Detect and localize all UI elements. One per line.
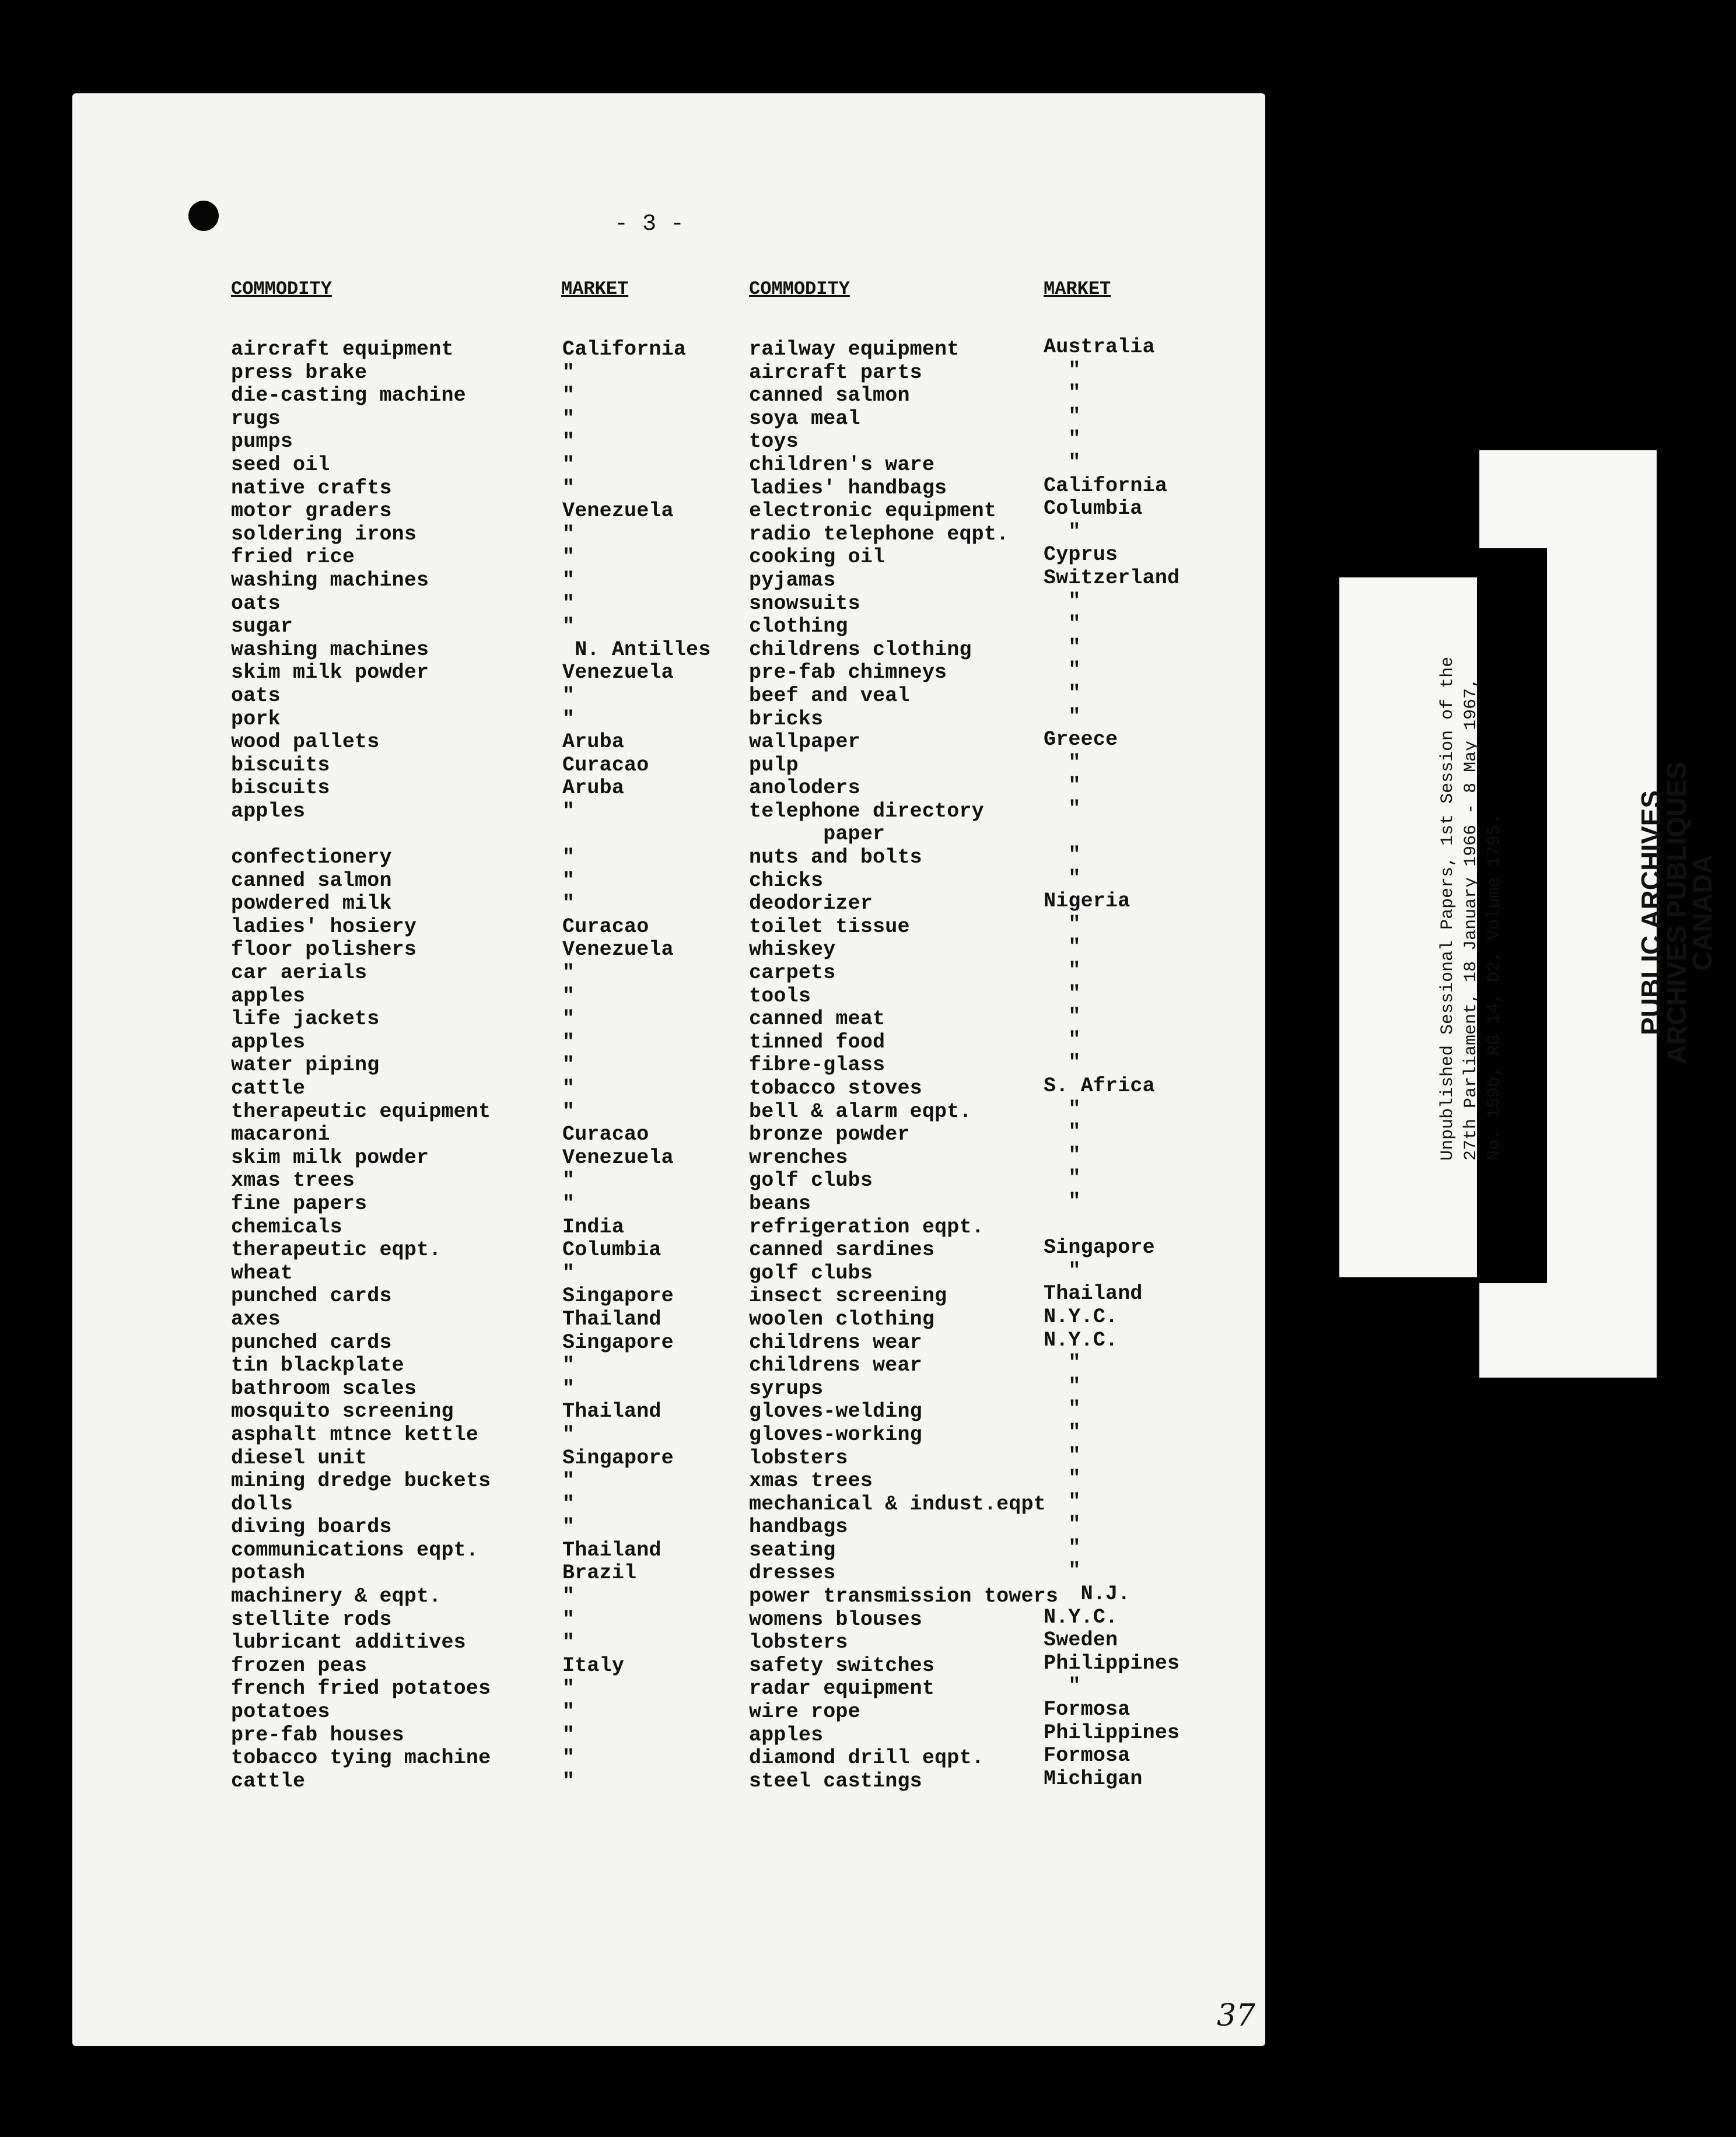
table-cell: " (1044, 1120, 1081, 1144)
table-cell: " (1044, 1467, 1081, 1491)
table-cell: aircraft parts (749, 360, 922, 384)
table-cell: lubricant additives (231, 1631, 466, 1655)
table-cell: anoloders (749, 776, 860, 800)
table-cell: refrigeration eqpt. (749, 1215, 984, 1239)
table-cell: " (562, 1700, 575, 1724)
table-cell: steel castings (749, 1769, 922, 1793)
table-cell: diamond drill eqpt. (749, 1746, 984, 1770)
punch-hole (188, 201, 219, 231)
table-cell: " (562, 892, 575, 916)
table-cell: " (562, 984, 575, 1008)
table-cell: potash (231, 1561, 306, 1585)
table-cell: clothing (749, 615, 848, 639)
table-cell: beans (749, 1192, 811, 1215)
table-cell: S. Africa (1044, 1074, 1155, 1098)
table-cell: " (1044, 912, 1081, 936)
table-cell: paper (749, 822, 886, 846)
table-cell: N.Y.C. (1044, 1328, 1118, 1352)
table-cell: " (562, 1723, 575, 1747)
table-cell: bathroom scales (231, 1376, 417, 1400)
table-cell: " (562, 1423, 575, 1446)
table-cell: die-casting machine (231, 384, 466, 408)
table-cell: " (562, 384, 575, 408)
table-cell: axes (231, 1307, 281, 1331)
table-cell: " (1044, 635, 1081, 659)
table-cell: Venezuela (562, 661, 674, 685)
table-cell: Aruba (562, 730, 625, 754)
table-cell: " (562, 476, 575, 500)
left-market-column (562, 338, 710, 1793)
table-cell: childrens wear (749, 1330, 922, 1354)
table-cell: wood pallets (231, 730, 380, 754)
table-cell: canned sardines (749, 1238, 935, 1262)
table-cell: tobacco stoves (749, 1077, 922, 1100)
table-cell: " (1044, 774, 1081, 798)
table-cell: radar equipment (749, 1677, 935, 1701)
table-cell: " (1044, 1259, 1081, 1283)
archive-label-text (1436, 657, 1506, 1161)
table-cell: Thailand (562, 1538, 662, 1562)
table-cell: dolls (231, 1492, 293, 1516)
table-cell: motor graders (231, 499, 392, 523)
table-cell: " (1044, 959, 1081, 983)
table-cell: Cyprus (1044, 543, 1118, 567)
table-cell: Columbia (562, 1238, 662, 1262)
table-cell: " (1044, 589, 1081, 613)
table-cell: N. Antilles (562, 637, 711, 661)
table-cell: seed oil (231, 453, 330, 477)
table-cell: biscuits (231, 776, 330, 800)
table-cell: " (1044, 1420, 1081, 1444)
table-cell: wheat (231, 1261, 293, 1285)
table-cell: skim milk powder (231, 661, 429, 685)
table-cell: canned salmon (231, 868, 392, 892)
table-cell: " (1044, 751, 1081, 775)
table-cell: " (1044, 612, 1081, 636)
archive-label-line: Unpublished Sessional Papers, 1st Session of the (1438, 656, 1458, 1161)
table-cell: tin blackplate (231, 1354, 404, 1378)
table-cell: bell & alarm eqpt. (749, 1099, 972, 1123)
table-cell: " (562, 545, 575, 569)
table-cell: canned salmon (749, 384, 910, 408)
table-cell: punched cards (231, 1284, 392, 1308)
table-cell: " (562, 799, 575, 823)
archive-stamp-line: CANADA (1687, 854, 1717, 971)
table-cell: " (562, 1007, 575, 1031)
table-cell: native crafts (231, 476, 392, 500)
table-cell: " (1044, 658, 1081, 682)
table-cell: " (1044, 936, 1081, 959)
table-cell: California (1044, 474, 1168, 498)
left-commodity-column (231, 338, 491, 1793)
table-cell: " (1044, 1189, 1081, 1213)
table-cell: pork (231, 707, 281, 731)
table-cell: childrens wear (749, 1354, 922, 1378)
table-cell: rugs (231, 407, 281, 430)
table-cell: " (562, 707, 575, 731)
table-cell: cooking oil (749, 545, 886, 569)
table-cell: tinned food (749, 1030, 886, 1054)
table-cell: lobsters (749, 1631, 848, 1655)
table-cell: radio telephone eqpt. (749, 522, 1009, 546)
table-cell: Philippines (1044, 1651, 1180, 1675)
table-cell: " (1044, 1143, 1081, 1167)
table-cell: syrups (749, 1376, 824, 1400)
archive-stamp (1638, 747, 1715, 1079)
table-cell: apples (749, 1723, 824, 1747)
table-cell: " (1044, 428, 1081, 451)
table-cell: " (1044, 705, 1081, 728)
table-cell: tools (749, 984, 811, 1008)
table-cell: water piping (231, 1053, 380, 1077)
table-cell: " (562, 615, 575, 639)
table-cell: power transmission towers (749, 1585, 1059, 1609)
table-cell: " (562, 430, 575, 454)
archive-label-line: No. 159b, RG 14, D2, Volume 1795. (1485, 814, 1504, 1161)
table-cell: " (1044, 797, 1081, 821)
table-cell: " (562, 1077, 575, 1100)
table-cell: whiskey (749, 938, 836, 962)
table-cell: canned meat (749, 1007, 886, 1031)
table-cell: diesel unit (231, 1446, 368, 1470)
table-cell: apples (231, 984, 306, 1008)
table-cell: xmas trees (749, 1469, 873, 1493)
table-cell: " (562, 846, 575, 870)
table-cell: children's ware (749, 453, 935, 477)
table-cell: punched cards (231, 1330, 392, 1354)
table-cell: " (1044, 1028, 1081, 1052)
table-cell: wallpaper (749, 730, 860, 754)
right-market-column (1044, 336, 1180, 1791)
table-cell: " (1044, 1559, 1081, 1583)
table-cell: " (1044, 1444, 1081, 1467)
table-cell: Thailand (562, 1307, 662, 1331)
table-cell: ladies' handbags (749, 476, 947, 500)
table-cell: Singapore (1044, 1236, 1155, 1260)
table-cell (562, 823, 710, 846)
table-cell: therapeutic eqpt. (231, 1238, 442, 1262)
table-cell: " (1044, 1374, 1081, 1398)
table-cell: N.Y.C. (1044, 1605, 1118, 1629)
table-cell: diving boards (231, 1515, 392, 1539)
table-cell: " (562, 407, 575, 430)
table-cell: apples (231, 1030, 306, 1054)
table-cell: " (1044, 1351, 1081, 1375)
table-cell: Australia (1044, 335, 1155, 359)
table-cell: press brake (231, 360, 368, 384)
table-cell: " (562, 568, 575, 592)
table-cell: insect screening (749, 1284, 947, 1308)
table-cell: fine papers (231, 1192, 368, 1215)
table-cell: " (1044, 843, 1081, 867)
table-cell: telephone directory (749, 799, 984, 823)
table-cell: N.Y.C. (1044, 1305, 1118, 1329)
table-cell: toilet tissue (749, 915, 910, 938)
table-cell: deodorizer (749, 892, 873, 916)
table-cell: Venezuela (562, 499, 674, 523)
table-cell: " (562, 453, 575, 477)
table-cell: aircraft equipment (231, 338, 454, 361)
table-cell: safety switches (749, 1653, 935, 1677)
table-cell: apples (231, 799, 306, 823)
table-cell: " (562, 1746, 575, 1770)
table-cell (231, 823, 491, 846)
table-cell: Nigeria (1044, 889, 1130, 913)
table-cell: " (562, 1492, 575, 1516)
page-number: - 3 - (614, 211, 685, 237)
table-cell: " (1044, 1674, 1081, 1698)
table-cell: fried rice (231, 545, 355, 569)
table-cell: xmas trees (231, 1169, 355, 1193)
table-cell: powdered milk (231, 892, 392, 916)
table-cell: frozen peas (231, 1653, 368, 1677)
table-cell: pyjamas (749, 568, 836, 592)
table-cell: pre-fab chimneys (749, 661, 947, 685)
table-cell: Curacao (562, 915, 649, 938)
table-cell: " (562, 1192, 575, 1215)
table-cell: gloves-working (749, 1423, 922, 1446)
table-cell: " (1044, 1166, 1081, 1190)
table-cell: " (562, 1469, 575, 1493)
table-cell: woolen clothing (749, 1307, 935, 1331)
archive-stamp-line: ARCHIVES PUBLIQUES (1661, 761, 1692, 1064)
table-cell: lobsters (749, 1446, 848, 1470)
right-commodity-column (749, 338, 1058, 1793)
table-cell: machinery & eqpt. (231, 1585, 442, 1609)
table-cell: therapeutic equipment (231, 1099, 491, 1123)
table-cell: toys (749, 430, 799, 454)
table-cell: confectionery (231, 846, 392, 870)
table-cell: California (562, 338, 687, 361)
table-cell: nuts and bolts (749, 846, 922, 870)
table-cell: " (562, 1585, 575, 1609)
table-cell: Michigan (1044, 1767, 1143, 1791)
table-cell: Greece (1044, 728, 1118, 752)
table-cell: Venezuela (562, 1145, 674, 1169)
table-cell: " (562, 868, 575, 892)
table-cell: biscuits (231, 753, 330, 777)
table-cell: life jackets (231, 1007, 380, 1031)
table-cell: " (1044, 1097, 1081, 1121)
table-cell: Switzerland (1044, 566, 1180, 590)
table-cell: golf clubs (749, 1261, 873, 1285)
table-cell: " (562, 1099, 575, 1123)
table-cell: potatoes (231, 1700, 330, 1724)
table-cell: " (1044, 1490, 1081, 1514)
table-cell: oats (231, 684, 281, 707)
table-cell (1044, 1214, 1180, 1237)
table-cell: handbags (749, 1515, 848, 1539)
table-cell: Columbia (1044, 497, 1143, 521)
table-cell: tobacco tying machine (231, 1746, 491, 1770)
table-cell: " (562, 1030, 575, 1054)
table-cell: Curacao (562, 1123, 649, 1147)
table-cell: pre-fab houses (231, 1723, 404, 1747)
table-cell: beef and veal (749, 684, 910, 707)
table-cell: Italy (562, 1653, 625, 1677)
handwritten-page-number: 37 (1217, 1998, 1256, 2033)
table-cell: ladies' hosiery (231, 915, 417, 938)
table-cell: chemicals (231, 1215, 342, 1239)
table-cell: french fried potatoes (231, 1677, 491, 1701)
table-cell: fibre-glass (749, 1053, 886, 1077)
table-cell: Sweden (1044, 1628, 1118, 1652)
table-cell: snowsuits (749, 591, 860, 615)
table-cell: " (562, 522, 575, 546)
table-cell: " (1044, 450, 1081, 474)
table-cell: India (562, 1215, 625, 1239)
table-cell: bronze powder (749, 1123, 910, 1147)
table-cell: stellite rods (231, 1607, 392, 1631)
table-cell: " (562, 1677, 575, 1701)
table-cell: pumps (231, 430, 293, 454)
table-cell: communications eqpt. (231, 1538, 479, 1562)
table-cell: asphalt mtnce kettle (231, 1423, 479, 1446)
table-cell: Brazil (562, 1561, 637, 1585)
table-cell: railway equipment (749, 338, 960, 361)
table-cell: Thailand (562, 1400, 662, 1424)
table-cell: Thailand (1044, 1282, 1143, 1306)
table-cell: chicks (749, 868, 824, 892)
table-cell: " (1044, 982, 1081, 1006)
table-cell: " (562, 961, 575, 985)
table-cell: " (1044, 1536, 1081, 1560)
table-cell: " (562, 1515, 575, 1539)
table-cell: Singapore (562, 1330, 674, 1354)
table-cell (1044, 821, 1180, 844)
table-cell: Singapore (562, 1446, 674, 1470)
table-cell: washing machines (231, 568, 429, 592)
header-commodity-left: COMMODITY (231, 278, 332, 300)
table-cell: " (562, 360, 575, 384)
table-cell: oats (231, 591, 281, 615)
table-cell: mechanical & indust.eqpt (749, 1492, 1046, 1516)
archive-label-line: 27th Parliament, 18 January 1966 - 8 May 1967, (1461, 677, 1481, 1161)
table-cell: womens blouses (749, 1607, 922, 1631)
table-cell: wire rope (749, 1700, 860, 1724)
table-cell: " (562, 1769, 575, 1793)
table-cell: " (1044, 520, 1081, 544)
archive-stamp-line: PUBLIC ARCHIVES (1636, 790, 1666, 1035)
table-cell: " (562, 1376, 575, 1400)
table-cell: pulp (749, 753, 799, 777)
table-cell: car aerials (231, 961, 368, 985)
table-cell: " (1044, 1005, 1081, 1029)
table-cell: " (562, 1607, 575, 1631)
table-cell: Venezuela (562, 938, 674, 962)
table-cell: Formosa (1044, 1698, 1130, 1722)
table-cell: Formosa (1044, 1744, 1130, 1768)
table-cell: " (562, 1354, 575, 1378)
table-cell: carpets (749, 961, 836, 985)
table-cell: mining dredge buckets (231, 1469, 491, 1493)
table-cell: Aruba (562, 776, 625, 800)
table-cell: gloves-welding (749, 1400, 922, 1424)
table-cell: " (1044, 1397, 1081, 1421)
table-cell: " (562, 1169, 575, 1193)
table-cell: Singapore (562, 1284, 674, 1308)
table-cell: floor polishers (231, 938, 417, 962)
table-cell: mosquito screening (231, 1400, 454, 1424)
table-cell: skim milk powder (231, 1145, 429, 1169)
table-cell: " (1044, 381, 1081, 405)
table-cell: electronic equipment (749, 499, 997, 523)
table-cell: " (1044, 681, 1081, 705)
header-commodity-right: COMMODITY (749, 278, 850, 300)
table-cell: wrenches (749, 1145, 848, 1169)
table-cell: dresses (749, 1561, 836, 1585)
table-cell: childrens clothing (749, 637, 972, 661)
table-cell: soldering irons (231, 522, 417, 546)
table-cell: N.J. (1044, 1582, 1130, 1606)
table-cell: " (1044, 866, 1081, 890)
table-cell: " (1044, 1513, 1081, 1537)
header-market-right: MARKET (1044, 278, 1111, 300)
table-cell: " (562, 1631, 575, 1655)
table-cell: " (562, 684, 575, 707)
table-cell: sugar (231, 615, 293, 639)
table-cell: seating (749, 1538, 836, 1562)
table-cell: " (1044, 358, 1081, 382)
table-cell: Philippines (1044, 1721, 1180, 1744)
table-cell: soya meal (749, 407, 860, 430)
table-cell: " (562, 591, 575, 615)
table-cell: " (562, 1053, 575, 1077)
table-cell: washing machines (231, 637, 429, 661)
table-cell: cattle (231, 1769, 306, 1793)
table-cell: " (1044, 404, 1081, 428)
table-cell: Curacao (562, 753, 649, 777)
table-cell: macaroni (231, 1123, 330, 1147)
table-cell: " (562, 1261, 575, 1285)
table-cell: cattle (231, 1077, 306, 1100)
table-cell: golf clubs (749, 1169, 873, 1193)
table-cell: " (1044, 1051, 1081, 1075)
header-market-left: MARKET (561, 278, 629, 300)
table-cell: bricks (749, 707, 824, 731)
